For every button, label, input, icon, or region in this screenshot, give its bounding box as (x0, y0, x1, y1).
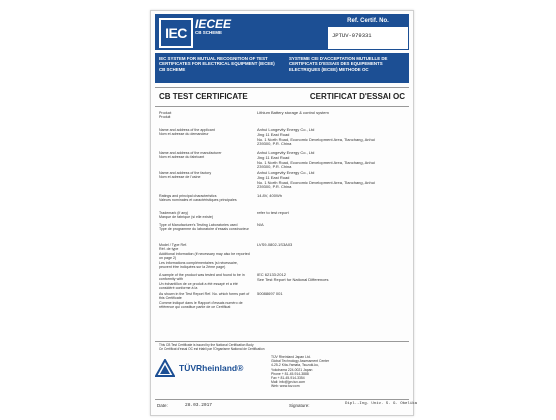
field-label: Trademark (if any) Marque de fabrique (si elle existe) (159, 211, 214, 220)
field-label: A sample of the product was tested and found to be in conformity with Un échantillon de ce produit a été essayé et a été considéré conforme à la (159, 273, 245, 291)
certificate-titles (155, 87, 409, 107)
field-label: Name and address of the applicant Nom et adresse du demandeur (159, 128, 215, 137)
band-right-text: SYSTEME CEI D'ACCEPTATION MUTUELLE DE CERTIFICATS D'ESSAIS DES EQUIPEMENTS ELECTRIQUES (IECEE) METHODE OC (289, 56, 388, 72)
tuv-address: TÜV Rheinland Japan Ltd. Global Technology Assessment Center 4-25-2 Kita-Yamata, Tsuzuki-ku, Yokohama 224-0021 Japan Phone + 81-45-914-3888 Fax + 81-45-914-3354 Mail: info@jpn.tuv.com Web: www.tuv.com (271, 355, 330, 389)
date-value: 28.03.2017 (185, 403, 213, 408)
certificate-page (150, 10, 418, 416)
signature-value: Dipl.-Ing. Univ. S. G. Obelika (345, 402, 418, 406)
tuv-triangle-icon (155, 359, 175, 377)
iecee-logo: IECEE CB SCHEME (195, 17, 232, 35)
field-value: N/A (257, 222, 264, 227)
signature-label: Signature: (289, 403, 310, 408)
field-value: Lithium Battery storage & control system (257, 110, 329, 115)
field-label: Product Produit (159, 111, 172, 120)
footer-divider (155, 341, 409, 342)
field-value: IEC 62133:2012 See Test Report for National Differences (257, 272, 329, 282)
field-value: 14.8V, 400Wh (257, 193, 282, 198)
field-value: Anhui Longevity Energy Co., Ltd Jing 11 East Road No. 1 North Road, Economic Development Area, Tianchang, Anhui 239300, P.R. China (257, 127, 375, 147)
ref-label: Ref. Certif. No. (328, 15, 408, 27)
tuv-brand: TÜVRheinland® (179, 363, 244, 373)
ref-value: JPTUV-079331 (332, 32, 372, 39)
tuv-logo (155, 359, 251, 379)
field-value: LVS9-0802-1S3A03 (257, 242, 293, 247)
field-value: Anhui Longevity Energy Co., Ltd Jing 11 East Road No. 1 North Road, Economic Development Area, Tianchang, Anhui 239300, P.R. China (257, 170, 375, 190)
title-en: CB TEST CERTIFICATE (159, 92, 248, 101)
certification-footnote: This CB Test Certificate is issued by the National Certification Body Ce Certificat d'essai OC est établi par l'Organisme National de Certification (159, 343, 265, 351)
date-signature-bar (155, 399, 418, 410)
field-value: 50088697 001 (257, 291, 283, 296)
system-band (155, 53, 409, 83)
iec-logo: IEC (159, 18, 193, 48)
ref-certificate-box (327, 14, 409, 50)
field-value: Anhui Longevity Energy Co., Ltd Jing 11 East Road No. 1 North Road, Economic Development Area, Tianchang, Anhui 239300, P.R. China (257, 150, 375, 170)
field-label: Model / Type Ref. Réf. de type (159, 243, 188, 252)
band-left-text: IEC SYSTEM FOR MUTUAL RECOGNITION OF TEST CERTIFICATES FOR ELECTRICAL EQUIPMENT (IECEE) CB SCHEME (159, 56, 275, 72)
title-fr: CERTIFICAT D'ESSAI OC (309, 92, 405, 101)
header-band (155, 14, 409, 50)
field-label: Name and address of the manufacturer Nom et adresse du fabricant (159, 151, 222, 160)
field-value: refer to test report (257, 210, 289, 215)
field-label: Ratings and principal characteristics Valeurs nominales et caractéristiques principales (159, 194, 237, 203)
field-label: Type of Manufacturer's Testing Laboratories used Type de programme du laboratoire d'essais constructeur (159, 223, 249, 232)
field-label: Additional information (if necessary may also be reported on page 2) Les informations complémentaires (si nécessaire, peuvent être indiquées sur la 2ème page) (159, 252, 250, 270)
field-label: Name and address of the factory Nom et adresse de l'usine (159, 171, 212, 180)
date-label: Date: (157, 403, 168, 408)
field-label: As shown in the Test Report Ref. No. which forms part of this Certificate Comme indiqué dans le Rapport d'essais numéro de référence qui constitue partie de ce Certificat (159, 292, 250, 310)
